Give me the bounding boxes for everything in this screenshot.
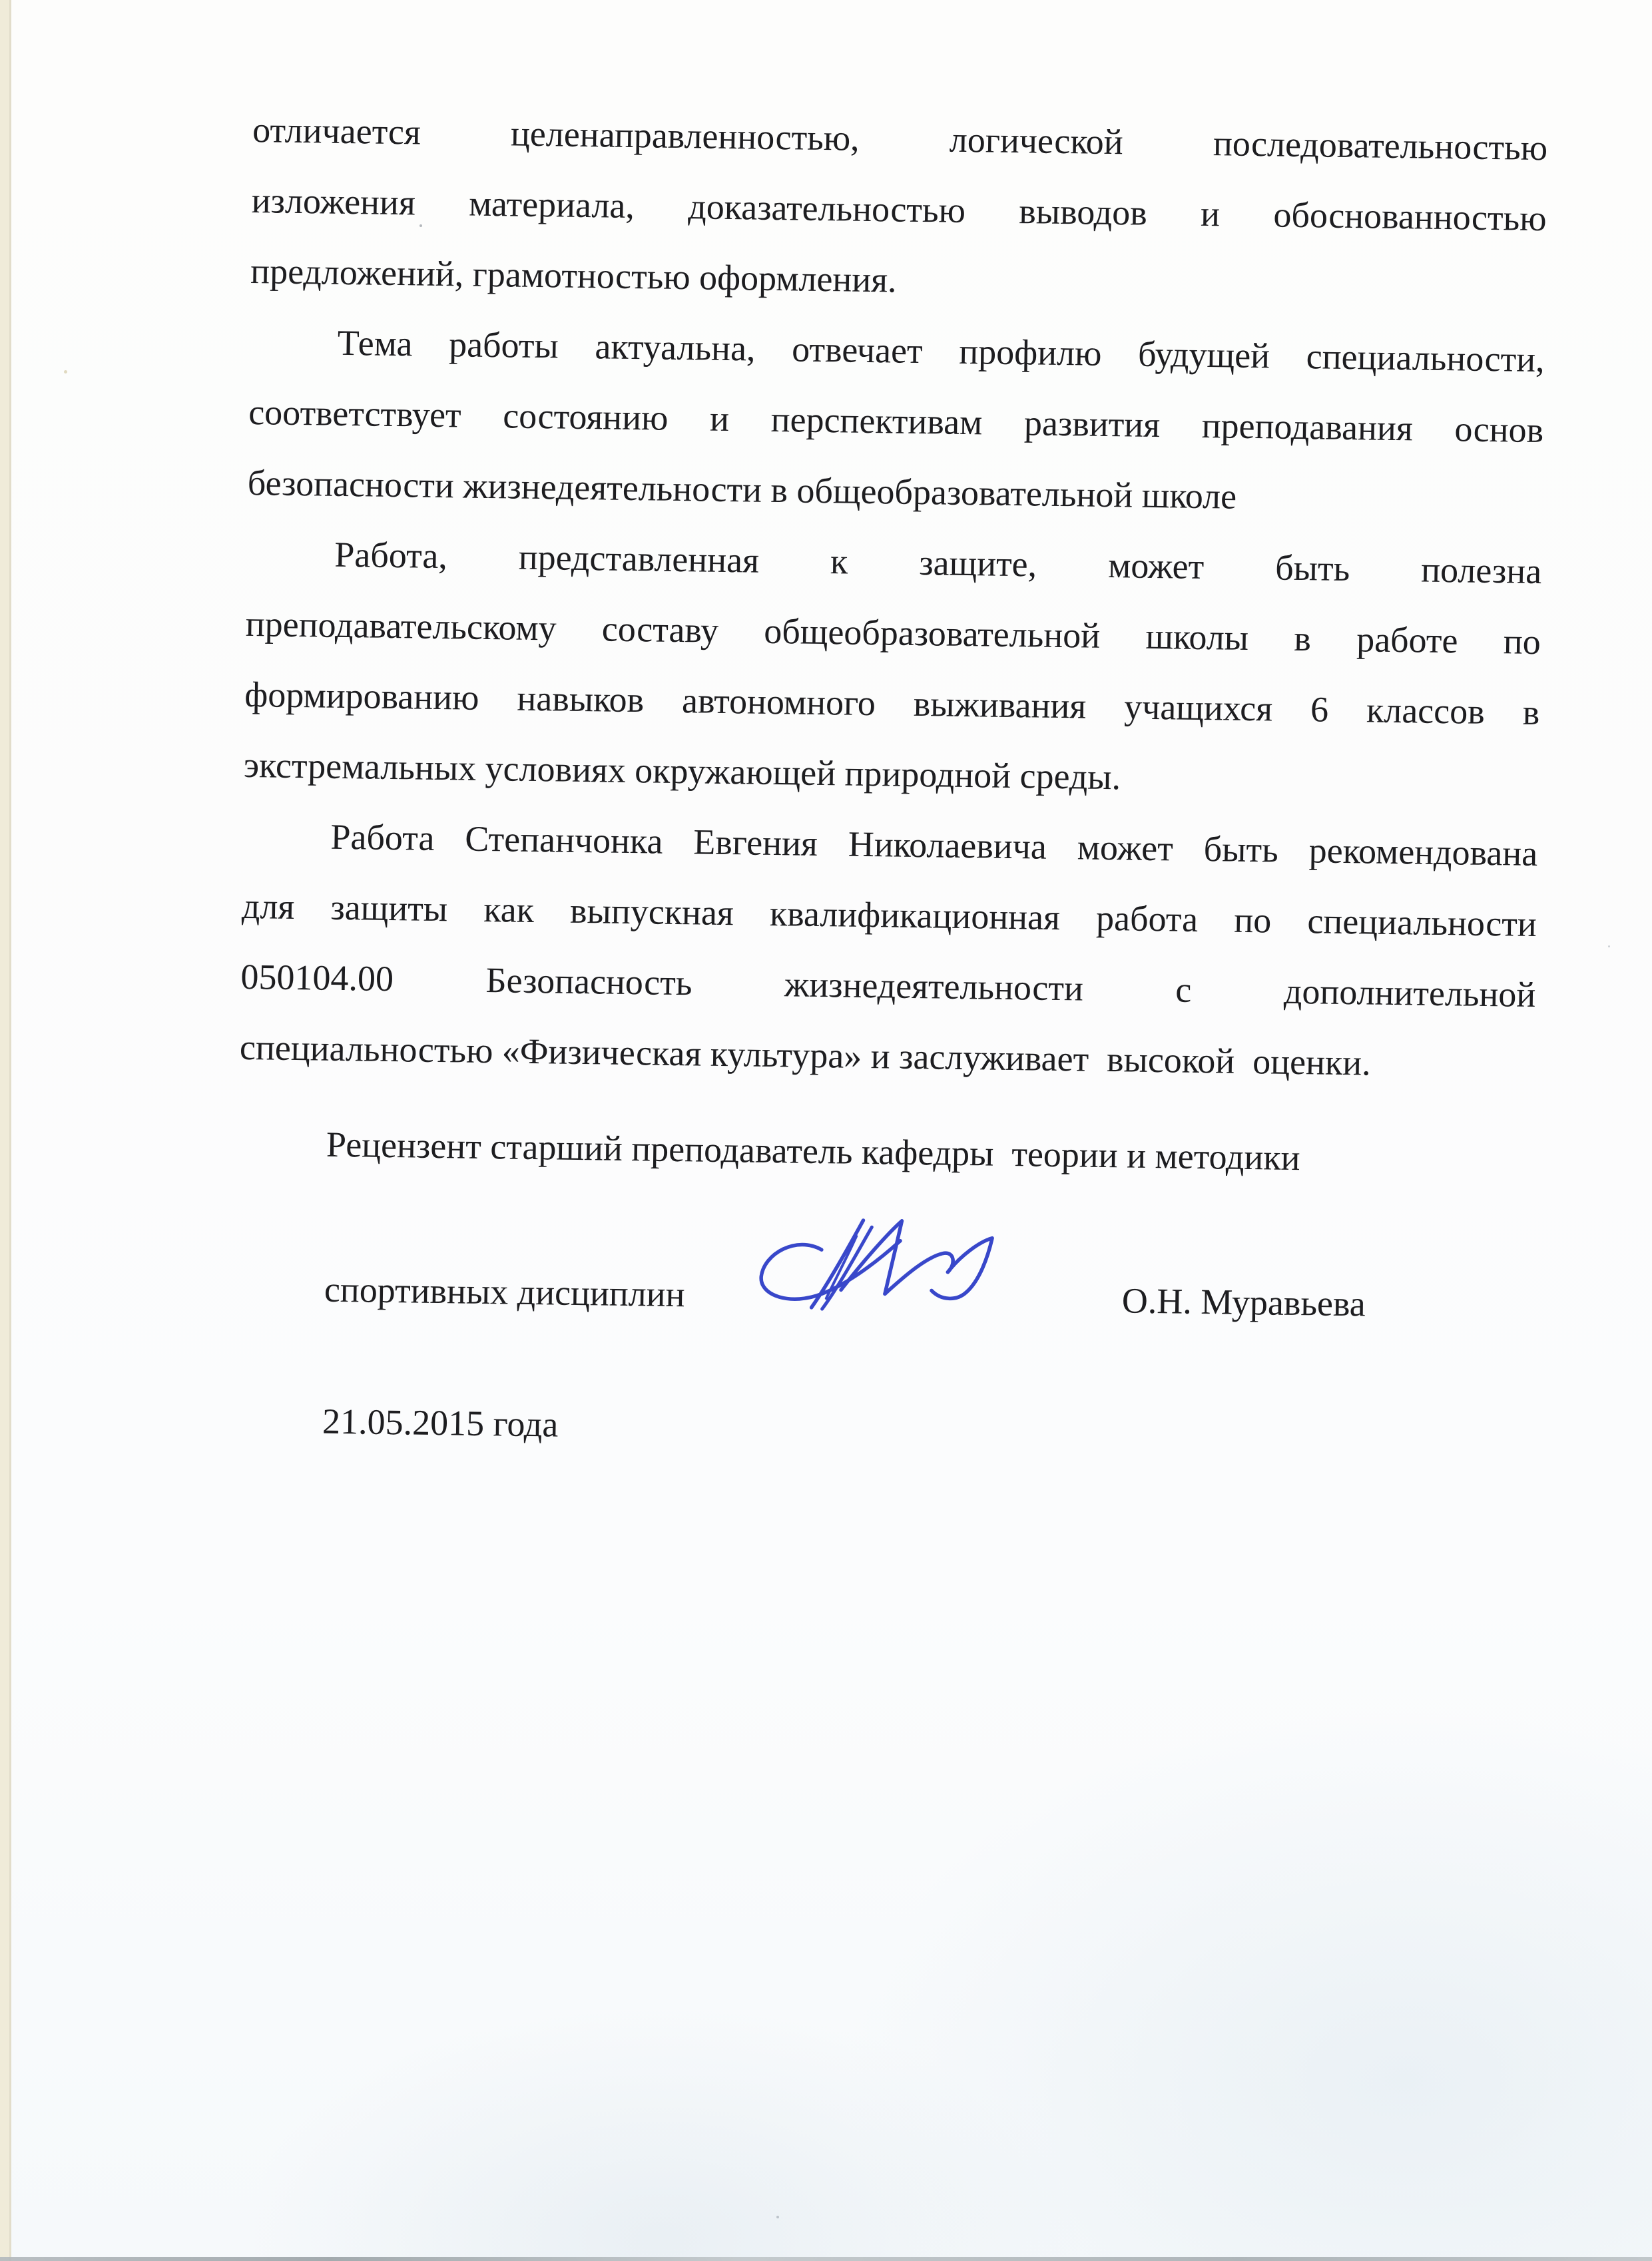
scan-speck: [64, 370, 67, 374]
date-line: 21.05.2015 года: [322, 1401, 559, 1445]
text-line: предложений, грамотностью оформления.: [250, 250, 897, 300]
handwritten-signature: [754, 1212, 1015, 1329]
text-line: Работа Степанчонка Евгения Николаевича может быть рекомендована: [330, 816, 1538, 874]
text-line: отличается целенаправленностью, логической последовательностью: [252, 109, 1548, 168]
scan-speck: [1608, 945, 1610, 947]
scan-left-edge: [0, 0, 11, 2261]
text-line: преподавательскому составу общеобразовательной школы в работе по: [245, 603, 1541, 662]
reviewer-title-line: Рецензент старший преподаватель кафедры теории и методики: [326, 1124, 1300, 1178]
text-line: специальностью «Физическая культура» и заслуживает высокой оценки.: [239, 1027, 1372, 1083]
text-line: Тема работы актуальна, отвечает профилю будущей специальности,: [337, 322, 1545, 380]
scan-speck: [776, 2216, 779, 2218]
text-line: безопасности жизнедеятельности в общеобразовательной школе: [247, 462, 1237, 517]
signature-row: [236, 1253, 1531, 1342]
text-line: изложения материала, доказательностью выводов и обоснованностью: [251, 180, 1547, 239]
document-text-block: [234, 95, 1547, 1473]
scan-bottom-edge: [0, 2257, 1652, 2261]
signer-name: О.Н. Муравьева: [1121, 1280, 1366, 1324]
text-line: Работа, представленная к защите, может быть полезна: [334, 534, 1542, 592]
text-line: 050104.00 Безопасность жизнедеятельности с дополнительной: [240, 956, 1536, 1015]
signature-left-label: спортивных дисциплин: [324, 1269, 685, 1315]
text-line: экстремальных условиях окружающей природной среды.: [243, 744, 1121, 798]
text-line: формированию навыков автономного выживания учащихся 6 классов в: [244, 674, 1540, 733]
paragraphs: [239, 95, 1548, 1101]
text-line: соответствует состоянию и перспективам развития преподавания основ: [248, 391, 1544, 451]
text-line: для защиты как выпускная квалификационная работа по специальности: [241, 885, 1537, 945]
